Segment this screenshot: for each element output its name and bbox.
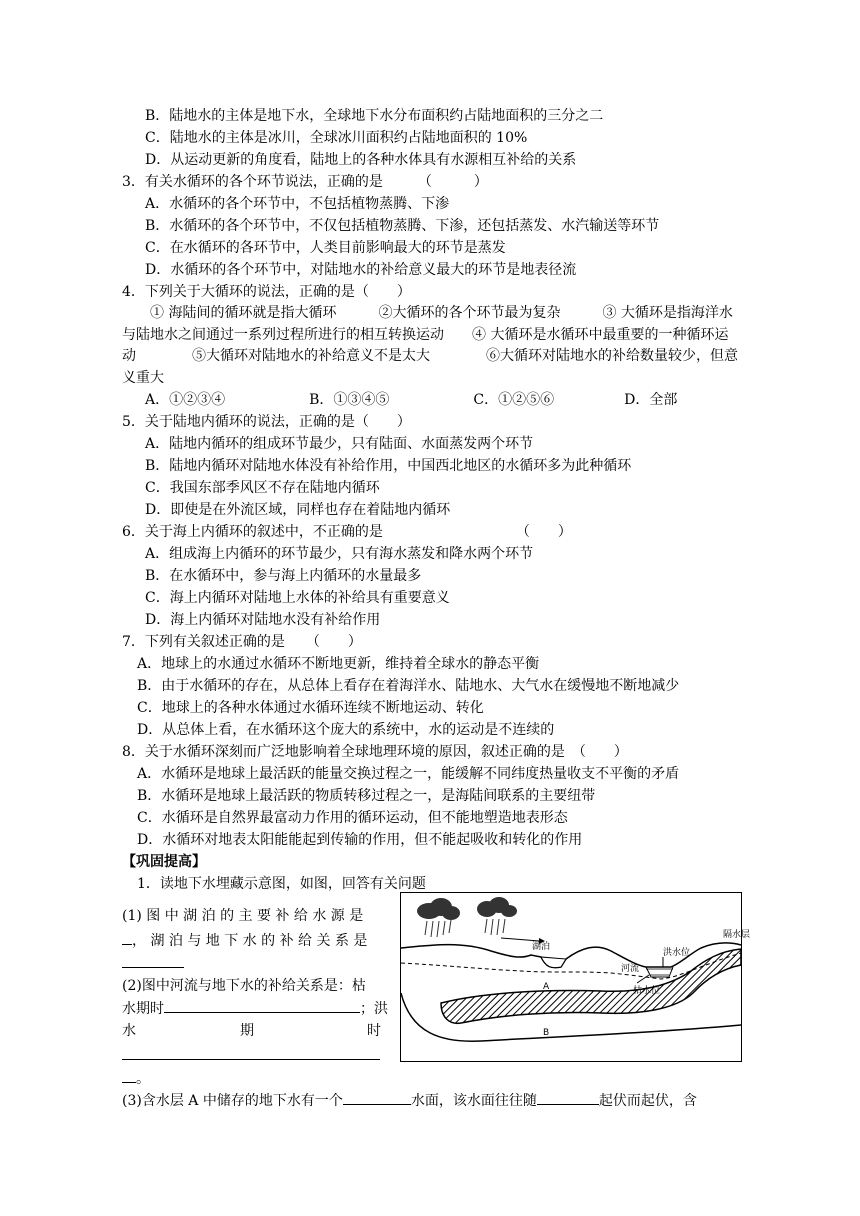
question-line: C．海上内循环对陆地上水体的补给具有重要意义 [145, 590, 450, 606]
q1-part2-line2 [122, 998, 388, 1019]
label-dry: 枯水位 [633, 986, 661, 996]
label-lake: 湖泊 [532, 942, 551, 952]
question-line: C．在水循环的各环节中，人类目前影响最大的环节是蒸发 [145, 240, 506, 256]
arrow-line [501, 938, 539, 941]
answer-blank[interactable] [537, 1090, 599, 1105]
q1-part2-char: 期 [240, 1023, 254, 1039]
question-line: B．在水循环中，参与海上内循环的水量最多 [145, 568, 422, 584]
question-line: B．水循环是地球上最活跃的物质转移过程之一，是海陆间联系的主要纽带 [137, 788, 596, 804]
question-line: D．海上内循环对陆地水没有补给作用 [145, 612, 381, 628]
question-line: A．水循环的各个环节中，不包括植物蒸腾、下渗 [145, 196, 450, 212]
label-a: A [543, 982, 550, 992]
aquiclude-layer [441, 949, 741, 1023]
question-line: 3．有关水循环的各个环节说法，正确的是 （ ） [122, 174, 488, 190]
q1-part2-line5 [122, 1068, 150, 1089]
answer-blank[interactable] [122, 1068, 136, 1083]
question-line: B．水循环的各个环节中，不仅包括植物蒸腾、下渗，还包括蒸发、水汽输送等环节 [145, 218, 660, 234]
q1-part1-line1: (1) 图 中 湖 泊 的 主 要 补 给 水 源 是 [122, 908, 364, 924]
question-line: D．从总体上看，在水循环这个庞大的系统中，水的运动是不连续的 [137, 722, 555, 738]
q1-part3-text: (3)含水层 A 中储存的地下水有一个 [122, 1093, 343, 1109]
question-line: D．从运动更新的角度看，陆地上的各种水体具有水源相互补给的关系 [145, 152, 577, 168]
question-line: 6．关于海上内循环的叙述中，不正确的是 （ ） [122, 524, 572, 540]
answer-blank[interactable] [164, 998, 360, 1013]
answer-blank[interactable] [122, 953, 184, 968]
q1-part1-line3 [122, 953, 184, 974]
question-line: 1．读地下水埋藏示意图，如图，回答有关问题 [137, 876, 426, 892]
groundwater-diagram [400, 892, 751, 1062]
question-line: A．地球上的水通过水循环不断地更新，维持着全球水的静态平衡 [137, 656, 540, 672]
q1-part2-char: 时 [367, 1023, 381, 1039]
question-line: C．地球上的各种水体通过水循环连续不断地运动、转化 [137, 700, 484, 716]
label-river: 河流 [621, 964, 640, 974]
question-line: 4．下列关于大循环的说法，正确的是（ ） [122, 284, 411, 300]
question-line: 5．关于陆地内循环的说法，正确的是（ ） [122, 414, 411, 430]
q1-part3-text: 水面，该水面往往随 [410, 1093, 537, 1109]
section-title: 【巩固提高】 [122, 854, 206, 870]
answer-blank[interactable] [122, 930, 132, 945]
q1-part1-text: ， 湖 泊 与 地 下 水 的 补 给 关 系 是 [132, 933, 368, 949]
label-layer: 隔水层 [723, 930, 751, 940]
question-line: A．组成海上内循环的环节最少，只有海水蒸发和降水两个环节 [145, 546, 534, 562]
question-line: B．由于水循环的存在，从总体上看存在着海洋水、陆地水、大气水在缓慢地不断地减少 [137, 678, 680, 694]
question-line: 7．下列有关叙述正确的是 （ ） [122, 634, 362, 650]
q1-part2-char: 水 [122, 1023, 136, 1039]
q1-part3-text: 起伏而起伏，含 [598, 1093, 697, 1109]
question-line: A．陆地内循环的组成环节最少，只有陆面、水面蒸发两个环节 [145, 436, 534, 452]
q1-part2-end: 。 [136, 1071, 150, 1087]
cloud-left-icon [417, 898, 460, 937]
question-line: C．我国东部季风区不存在陆地内循环 [145, 480, 380, 496]
q1-part2-line4 [122, 1045, 380, 1066]
question-line: A．①②③④ B．①③④⑤ C．①②⑤⑥ D．全部 [145, 392, 678, 408]
answer-blank[interactable] [343, 1090, 411, 1105]
question-line: A．水循环是地球上最活跃的能量交换过程之一，能缓解不同纬度热量收支不平衡的矛盾 [137, 766, 680, 782]
question-line: 8．关于水循环深刻而广泛地影响着全球地理环境的原因，叙述正确的是 （ ） [122, 744, 628, 760]
question-line: C．水循环是自然界最富动力作用的循环运动，但不能地塑造地表形态 [137, 810, 568, 826]
river-channel [646, 967, 673, 977]
question-line: C．陆地水的主体是冰川，全球冰川面积约占陆地面积的 10% [145, 130, 528, 146]
question-line: D．水循环的各个环节中，对陆地水的补给意义最大的环节是地表径流 [145, 262, 577, 278]
q1-part2-text: ；洪 [360, 1001, 388, 1017]
label-flood: 洪水位 [663, 948, 691, 958]
q4-options-paragraph: ① 海陆间的循环就是指大循环 ②大循环的各个环节最为复杂 ③ 大循环是指海洋水与陆地水之间通过一系列过程所进行的相互转换运动 ④ 大循环是水循环中最重要的一种循环运动 ⑤大循环对陆地水的补给意义不是太大 ⑥大循环对陆地水的补给数量较少，但意义重大 [122, 305, 738, 386]
cloud-right-icon [477, 897, 517, 935]
q1-part1-line2 [122, 930, 367, 951]
label-b: B [543, 1028, 550, 1038]
question-line: B．陆地水的主体是地下水，全球地下水分布面积约占陆地面积的三分之二 [145, 108, 604, 124]
question-line: D．即使是在外流区域，同样也存在着陆地内循环 [145, 502, 451, 518]
q1-part2-text: 水期时 [122, 1001, 164, 1017]
answer-blank[interactable] [122, 1045, 380, 1060]
q1-part3-line1 [122, 1090, 697, 1111]
question-line: B．陆地内循环对陆地水体没有补给作用，中国西北地区的水循环多为此种循环 [145, 458, 632, 474]
question-line: D．水循环对地表太阳能能起到传输的作用，但不能起吸收和转化的作用 [137, 832, 583, 848]
q1-part2-line1: (2)图中河流与地下水的补给关系是：枯 [122, 978, 366, 994]
groundwater-diagram-svg [401, 893, 751, 1061]
